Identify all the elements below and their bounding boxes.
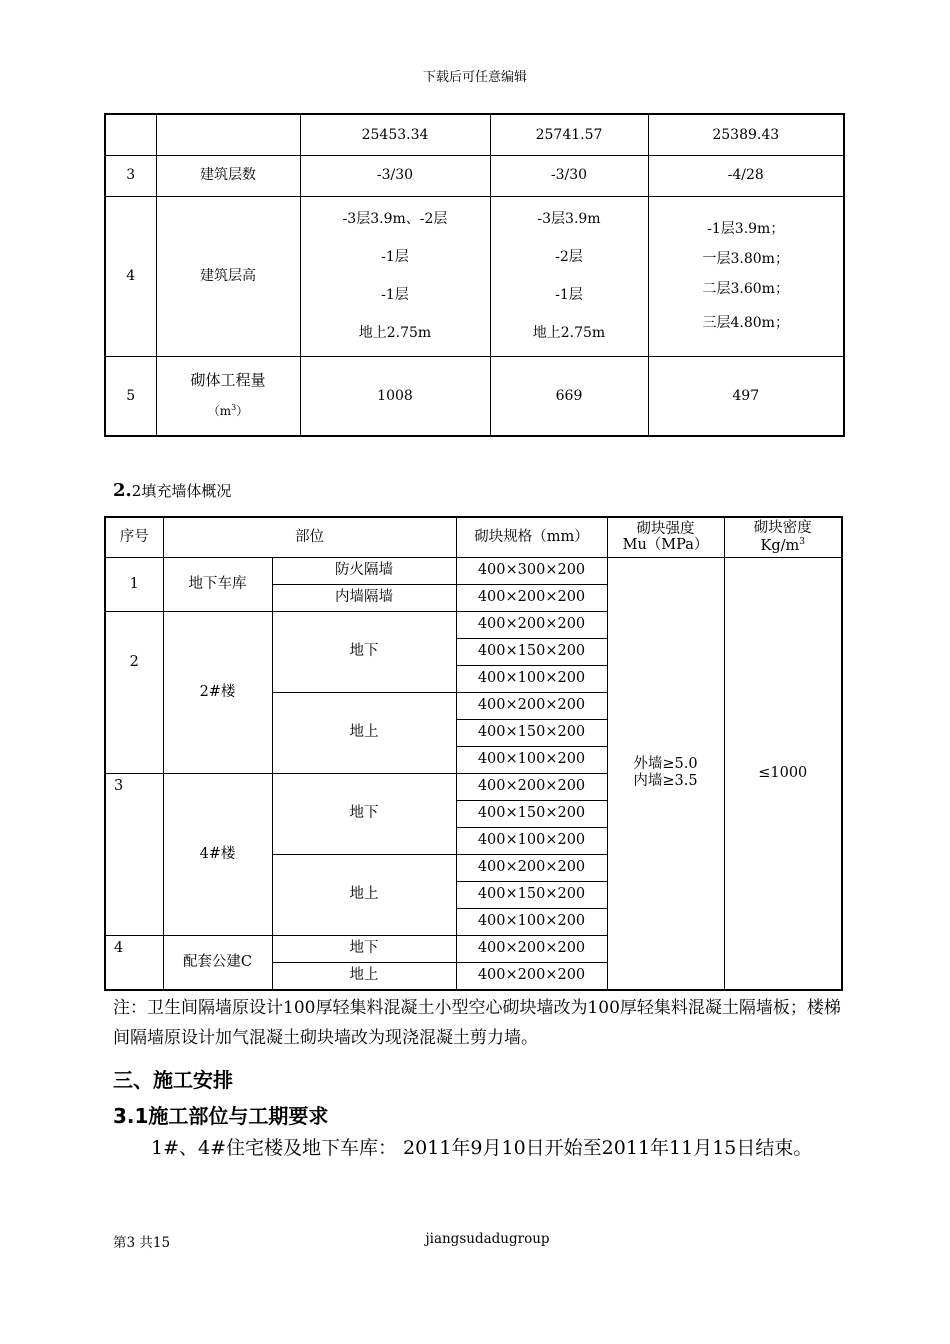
- section-3-1-title: 3.1施工部位与工期要求: [113, 1104, 329, 1128]
- table-cell: 669: [490, 356, 648, 436]
- section-2-2-title: 2.2填充墙体概况: [113, 480, 232, 501]
- block-spec: 400×300×200: [456, 557, 607, 584]
- building-name: 配套公建C: [163, 935, 272, 990]
- wall-type: 内墙隔墙: [272, 584, 456, 611]
- location-above: 地上: [272, 692, 456, 773]
- building-name: 2#楼: [163, 611, 272, 773]
- block-spec: 400×150×200: [456, 638, 607, 665]
- density-cell: ≤1000: [724, 557, 842, 990]
- building-name: 地下车库: [163, 557, 272, 611]
- block-spec: 400×100×200: [456, 908, 607, 935]
- infill-wall-table: [104, 516, 843, 991]
- row-number: 5: [105, 356, 156, 436]
- table-cell: 25453.34: [300, 114, 490, 155]
- table-note: 注：卫生间隔墙原设计100厚轻集料混凝土小型空心砌块墙改为100厚轻集料混凝土隔墙板；楼梯间隔墙原设计加气混凝土砌块墙改为现浇混凝土剪力墙。: [113, 998, 841, 1048]
- page-header: 下载后可任意编辑: [422, 70, 527, 85]
- strength-cell: 外墙≥5.0 内墙≥3.5: [607, 557, 724, 990]
- table-cell: -1层3.9m； 一层3.80m； 二层3.60m； 三层4.80m；: [648, 196, 844, 356]
- row-number: 2: [105, 611, 163, 773]
- row-label: 建筑层数: [156, 155, 300, 196]
- building-info-table: [104, 113, 845, 437]
- table-row: [105, 196, 844, 356]
- location-under: 地下: [272, 935, 456, 962]
- block-spec: 400×200×200: [456, 854, 607, 881]
- row-number: 3: [105, 155, 156, 196]
- table-cell: [105, 114, 156, 155]
- page-number: 第3 共15: [113, 1235, 171, 1251]
- header-density: 砌块密度 $Kg/m^3$: [724, 517, 842, 557]
- table-row: [105, 155, 844, 196]
- header-strength: 砌块强度 Mu（MPa）: [607, 517, 724, 557]
- block-spec: 400×200×200: [456, 773, 607, 800]
- block-spec: 400×200×200: [456, 692, 607, 719]
- table-row: [105, 356, 844, 436]
- header-seq: 序号: [105, 517, 163, 557]
- footer-text: jiangsudadugroup: [425, 1231, 550, 1247]
- location-under: 地下: [272, 611, 456, 692]
- row-number: 1: [105, 557, 163, 611]
- block-spec: 400×100×200: [456, 665, 607, 692]
- block-spec: 400×200×200: [456, 962, 607, 990]
- block-spec: 400×100×200: [456, 746, 607, 773]
- table-cell: 497: [648, 356, 844, 436]
- row-label: 砌体工程量 $(m^3)$: [156, 356, 300, 436]
- table-header-row: [105, 517, 842, 557]
- row-number: 4: [105, 935, 163, 990]
- table-cell: -3层3.9m、-2层 -1层 -1层 地上2.75m: [300, 196, 490, 356]
- block-spec: 400×200×200: [456, 935, 607, 962]
- block-spec: 400×100×200: [456, 827, 607, 854]
- table-cell: 25741.57: [490, 114, 648, 155]
- table-cell: [156, 114, 300, 155]
- row-number: 4: [105, 196, 156, 356]
- location-above: 地上: [272, 962, 456, 990]
- table-cell: -3/30: [300, 155, 490, 196]
- row-number: 3: [105, 773, 163, 935]
- table-cell: -3层3.9m -2层 -1层 地上2.75m: [490, 196, 648, 356]
- header-spec: 砌块规格（mm）: [456, 517, 607, 557]
- block-spec: 400×150×200: [456, 881, 607, 908]
- table-cell: -4/28: [648, 155, 844, 196]
- location-under: 地下: [272, 773, 456, 854]
- section-3-title: 三、施工安排: [113, 1068, 233, 1092]
- table-row: [105, 557, 842, 584]
- building-name: 4#楼: [163, 773, 272, 935]
- block-spec: 400×200×200: [456, 611, 607, 638]
- location-above: 地上: [272, 854, 456, 935]
- header-part: 部位: [163, 517, 456, 557]
- block-spec: 400×150×200: [456, 800, 607, 827]
- table-cell: 25389.43: [648, 114, 844, 155]
- block-spec: 400×150×200: [456, 719, 607, 746]
- block-spec: 400×200×200: [456, 584, 607, 611]
- table-cell: 1008: [300, 356, 490, 436]
- row-label: 建筑层高: [156, 196, 300, 356]
- table-row: [105, 114, 844, 155]
- table-cell: -3/30: [490, 155, 648, 196]
- schedule-paragraph: 1#、4#住宅楼及地下车库： 2011年9月10日开始至2011年11月15日结束。: [151, 1137, 813, 1159]
- wall-type: 防火隔墙: [272, 557, 456, 584]
